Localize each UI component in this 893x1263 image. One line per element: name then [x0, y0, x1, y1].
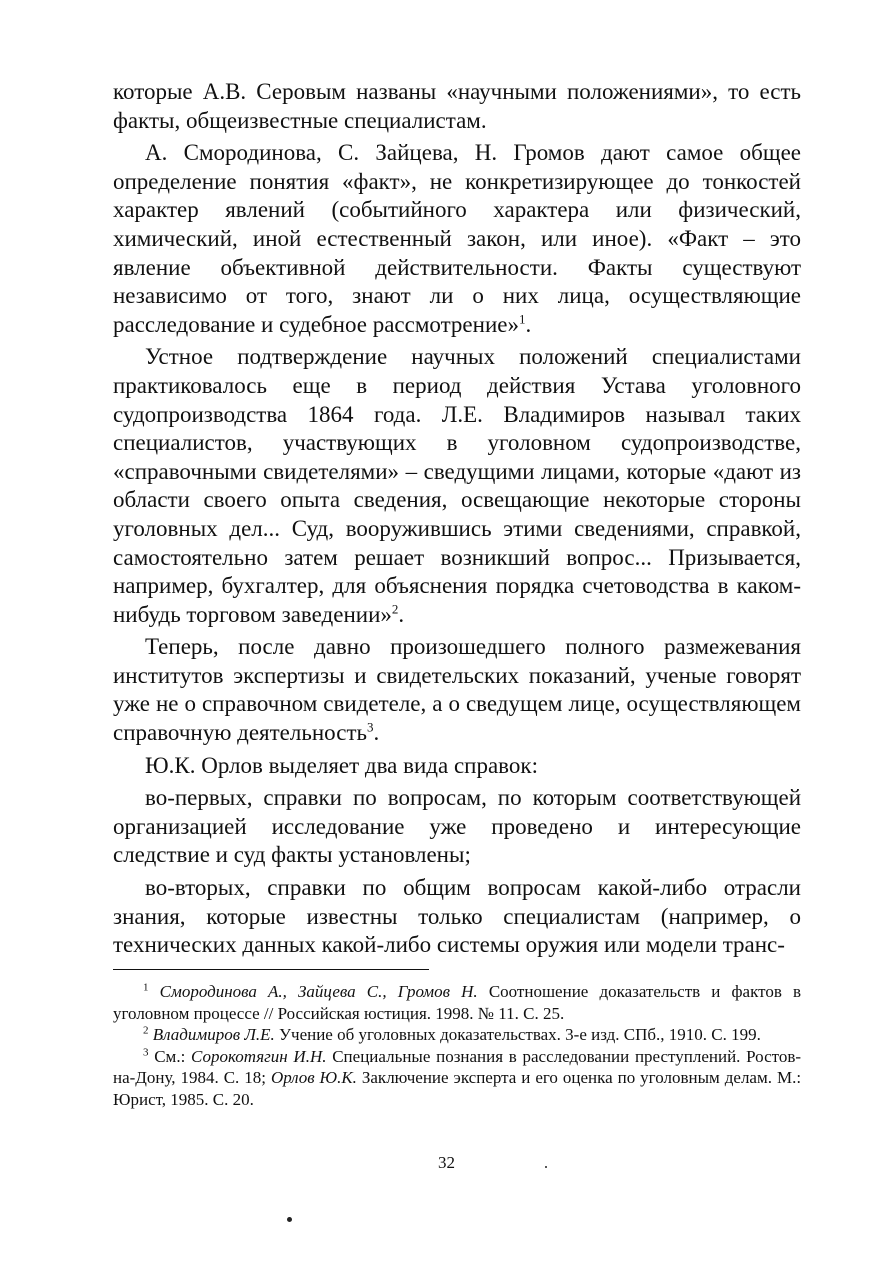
page-body	[113, 78, 801, 960]
scan-speck	[287, 1217, 292, 1222]
footnote-1	[113, 981, 801, 1024]
footnote-3-author-2: Орлов Ю.К.	[270, 1068, 357, 1087]
paragraph-6	[113, 784, 801, 870]
footnote-ref-1[interactable]: 1	[518, 311, 526, 327]
paragraph-2-tail: .	[525, 311, 532, 337]
footnote-separator	[113, 969, 429, 970]
page-number: 32	[438, 1153, 455, 1172]
footnote-3-text: Специальные познания в расследовании преступлений. Ростов-на-Дону, 1984. С. 18;	[113, 1046, 802, 1087]
paragraph-1	[113, 78, 801, 135]
footnote-2	[113, 1024, 801, 1046]
footnote-1-author: Смородинова А., Зайцева С., Громов Н.	[159, 982, 478, 1001]
footnote-ref-2[interactable]: 2	[391, 601, 399, 617]
footnote-3-number: 3	[143, 1045, 149, 1058]
paragraph-5	[113, 752, 801, 781]
footnote-3	[113, 1046, 801, 1111]
paragraph-4-tail: .	[373, 720, 380, 746]
paragraph-3-tail: .	[398, 601, 405, 627]
paragraph-6-text: во-первых, справки по вопросам, по которым соответствующей организацией исследование уже проведено и интересующие следствие и суд факты установлены;	[113, 785, 801, 868]
footnote-ref-3[interactable]: 3	[367, 719, 374, 735]
paragraph-5-text: Ю.К. Орлов выделяет два вида справок:	[145, 752, 538, 778]
footnote-1-number: 1	[143, 981, 149, 994]
footnotes	[113, 981, 801, 1110]
footnote-2-author: Владимиров Л.Е.	[152, 1025, 275, 1044]
footnote-3-prefix: См.:	[154, 1046, 186, 1066]
paragraph-4-text: Теперь, после давно произошедшего полного размежевания институтов экспертизы и свидетельских показаний, ученые говорят уже не о справочном свидетеле, а о сведущем лице, осуществляющем справочную деятельность	[113, 634, 801, 746]
footnote-2-text: Учение об уголовных доказательствах. 3-е изд. СПб., 1910. С. 199.	[278, 1025, 761, 1044]
paragraph-3-text: Устное подтверждение научных положений специалистами практиковалось еще в период действия Устава уголовного судопроизводства 1864 года. Л.Е. Владимиров называл таких специалистов, участвующих в уголовном судопроизводстве, «справочными свидетелями» – сведущими лицами, которые «дают из области своего опыта сведения, освещающие некоторые стороны уголовных дел... Суд, вооружившись этими сведениями, справкой, самостоятельно затем решает возникший вопрос... Призывается, например, бухгалтер, для объяснения порядка счетоводства в каком-нибудь торговом заведении»	[113, 344, 801, 627]
footnote-1-text: Соотношение доказательств и фактов в уголовном процессе // Российская юстиция. 1998. № 11. С. 25.	[113, 982, 802, 1023]
paragraph-2	[113, 139, 801, 339]
paragraph-3	[113, 343, 801, 629]
scan-speck	[545, 1166, 547, 1168]
footnote-3-author: Сорокотягин И.Н.	[191, 1046, 327, 1066]
footnote-3-text-2: Заключение эксперта и его оценка по уголовным делам. М.: Юрист, 1985. С. 20.	[113, 1068, 802, 1109]
paragraph-7	[113, 874, 801, 960]
paragraph-7-text: во-вторых, справки по общим вопросам какой-либо отрасли знания, которые известны только специалистам (например, о технических данных какой-либо системы оружия или модели транс-	[113, 875, 801, 958]
paragraph-2-text: А. Смородинова, С. Зайцева, Н. Громов дают самое общее определение понятия «факт», не конкретизирующее до тонкостей характер явлений (событийного характера или физический, химический, иной естественный закон, или иное). «Факт – это явление объективной действительности. Факты существуют независимо от того, знают ли о них лица, осуществляющие расследование и судебное рассмотрение»	[113, 140, 801, 337]
paragraph-1-text: которые А.В. Серовым названы «научными положениями», то есть факты, общеизвестные специалистам.	[113, 79, 801, 133]
paragraph-4	[113, 633, 801, 747]
footnote-2-number: 2	[143, 1024, 149, 1037]
